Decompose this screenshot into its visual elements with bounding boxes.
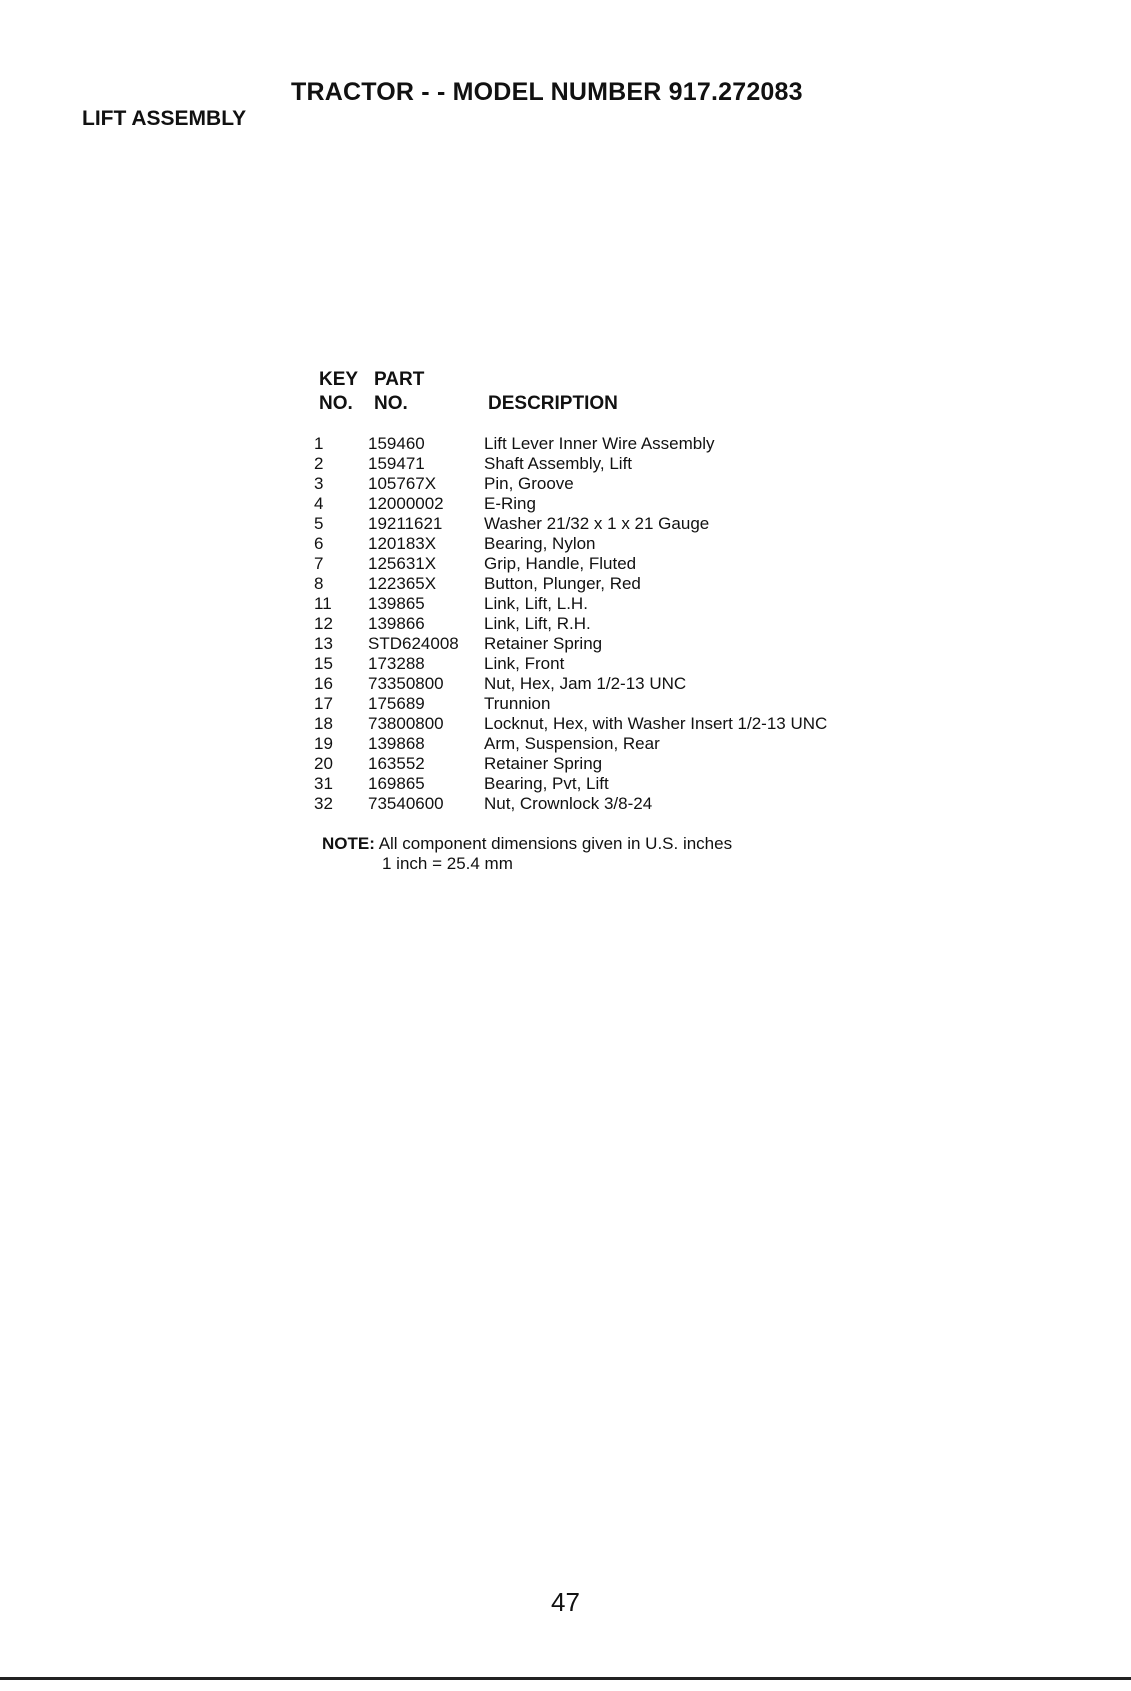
part-description: Grip, Handle, Fluted [484,554,637,573]
part-no: 122365X [368,574,437,593]
part-no: 19211621 [368,514,443,533]
key-no: 4 [314,494,324,513]
part-description: Button, Plunger, Red [484,574,641,593]
key-no: 1 [314,434,324,453]
part-no: 139865 [368,594,425,613]
part-description: Bearing, Nylon [484,534,596,553]
key-no: 32 [314,794,333,813]
part-no: 159460 [368,434,425,453]
part-no: 175689 [368,694,425,713]
part-no: 105767X [368,474,437,493]
key-no: 20 [314,754,333,773]
key-header-line2: NO. [319,393,353,414]
key-no: 6 [314,534,324,553]
part-description: Nut, Crownlock 3/8-24 [484,794,653,813]
key-no: 7 [314,554,324,573]
key-no: 12 [314,614,333,633]
key-no: 8 [314,574,324,593]
part-no: 120183X [368,534,437,553]
part-no: 73800800 [368,714,444,733]
part-no: 169865 [368,774,425,793]
key-no: 2 [314,454,324,473]
page-number: 47 [551,1587,580,1617]
part-description: Link, Front [484,654,565,673]
part-description: Pin, Groove [484,474,574,493]
key-no: 17 [314,694,333,713]
note-text: All component dimensions given in U.S. inches [378,834,733,853]
part-no: 12000002 [368,494,444,513]
part-description: Retainer Spring [484,634,603,653]
key-no: 15 [314,654,333,673]
note-conversion: 1 inch = 25.4 mm [382,854,513,873]
part-description: Washer 21/32 x 1 x 21 Gauge [484,514,710,533]
part-no: 139866 [368,614,425,633]
part-header-line1: PART [374,369,425,390]
description-header: DESCRIPTION [488,393,618,414]
key-no: 19 [314,734,333,753]
part-description: Trunnion [484,694,551,713]
part-description: Locknut, Hex, with Washer Insert 1/2-13 UNC [484,714,828,733]
note-label: NOTE: [322,834,375,853]
part-description: E-Ring [484,494,536,513]
part-description: Retainer Spring [484,754,603,773]
part-description: Shaft Assembly, Lift [484,454,633,473]
key-header-line1: KEY [319,369,359,390]
key-no: 18 [314,714,333,733]
key-no: 11 [314,594,332,613]
part-no-header [374,368,424,416]
part-header-line2: NO. [374,393,408,414]
part-description: Lift Lever Inner Wire Assembly [484,434,715,453]
part-no: 73540600 [368,794,444,813]
key-no: 16 [314,674,333,693]
part-description: Arm, Suspension, Rear [484,734,660,753]
note [322,834,733,873]
part-description: Nut, Hex, Jam 1/2-13 UNC [484,674,687,693]
part-no: STD624008 [368,634,459,653]
part-no: 73350800 [368,674,444,693]
key-no: 3 [314,474,324,493]
key-no: 5 [314,514,324,533]
part-no: 173288 [368,654,425,673]
key-no-header [319,368,358,416]
part-no: 125631X [368,554,437,573]
part-no: 163552 [368,754,425,773]
part-description: Link, Lift, R.H. [484,614,591,633]
section-title: LIFT ASSEMBLY [82,107,247,130]
page-title: TRACTOR - - MODEL NUMBER 917.272083 [291,78,803,106]
part-no: 159471 [368,454,425,473]
part-description: Link, Lift, L.H. [484,594,588,613]
part-no: 139868 [368,734,425,753]
key-no: 31 [314,774,333,793]
key-no: 13 [314,634,333,653]
part-description: Bearing, Pvt, Lift [484,774,609,793]
bottom-rule [0,1677,1131,1680]
